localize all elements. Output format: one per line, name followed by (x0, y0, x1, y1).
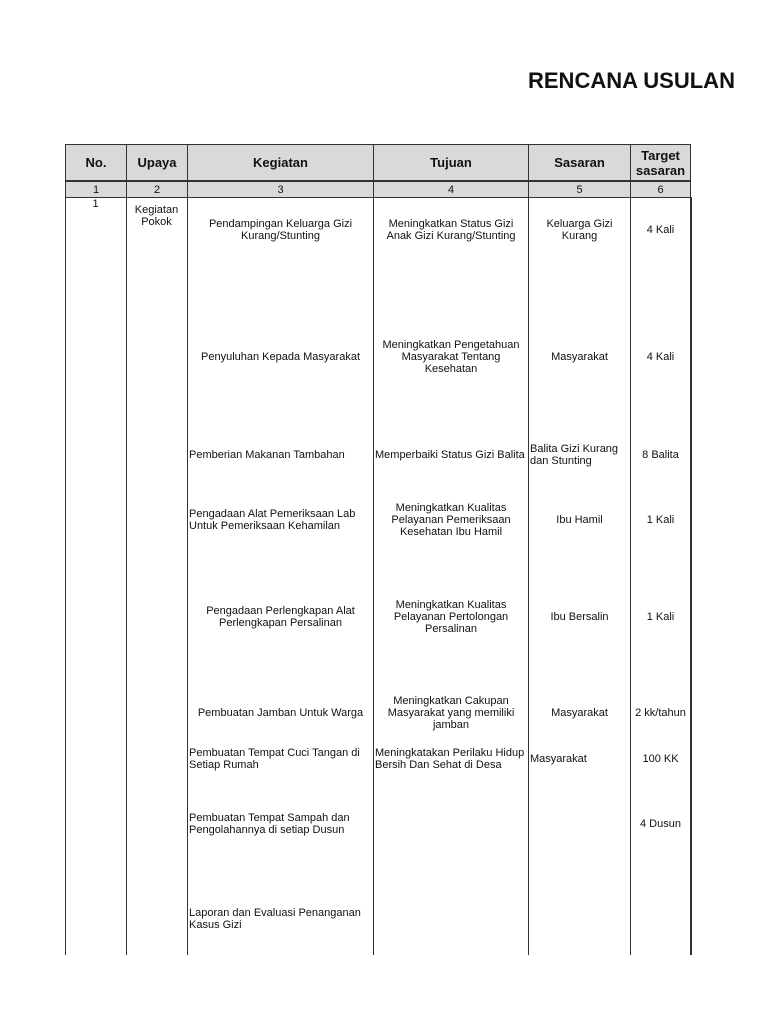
cell-kegiatan: Pendampingan Keluarga Gizi Kurang/Stunting (208, 218, 353, 242)
cell-kegiatan: Laporan dan Evaluasi Penanganan Kasus Gizi (189, 907, 361, 931)
header-tujuan: Tujuan (373, 144, 529, 181)
cell-tujuan: Memperbaiki Status Gizi Balita (375, 449, 525, 461)
cell-kegiatan: Penyuluhan Kepada Masyarakat (201, 351, 360, 363)
cell-kegiatan: Pemberian Makanan Tambahan (189, 449, 345, 461)
cell-sasaran: Ibu Hamil (556, 514, 603, 526)
cell-kegiatan: Pembuatan Tempat Sampah dan Pengolahannya di setiap Dusun (189, 812, 350, 836)
cell-tujuan (374, 800, 528, 848)
cell-sasaran: Masyarakat (551, 707, 608, 719)
cell-target: 8 Balita (642, 449, 679, 461)
header-target: Target sasaran (630, 144, 691, 181)
header-upaya: Upaya (126, 144, 188, 181)
header-sasaran: Sasaran (528, 144, 631, 181)
cell-tujuan: Meningkatkan Status Gizi Anak Gizi Kurang/Stunting (386, 218, 516, 242)
cell-sasaran (529, 895, 630, 943)
cell-kegiatan: Pembuatan Tempat Cuci Tangan di Setiap Rumah (189, 747, 360, 771)
cell-target: 2 kk/tahun (635, 707, 686, 719)
cell-target: 1 Kali (646, 611, 675, 623)
header-no: No. (65, 144, 127, 181)
col-number-tujuan: 4 (373, 181, 529, 198)
cell-target (631, 895, 690, 943)
cell-tujuan: Meningkatakan Perilaku Hidup Bersih Dan Sehat di Desa (375, 747, 525, 771)
cell-kegiatan: Pembuatan Jamban Untuk Warga (197, 707, 364, 719)
upaya-cell: Kegiatan Pokok (134, 204, 179, 228)
col-number-upaya: 2 (126, 181, 188, 198)
column-divider (126, 197, 127, 955)
cell-sasaran: Keluarga Gizi Kurang (546, 218, 613, 242)
column-divider (690, 197, 692, 955)
header-kegiatan: Kegiatan (187, 144, 374, 181)
cell-target: 4 Kali (646, 351, 675, 363)
cell-tujuan (374, 895, 528, 943)
cell-target: 1 Kali (646, 514, 675, 526)
cell-target: 100 KK (642, 753, 679, 765)
cell-target: 4 Dusun (640, 818, 681, 830)
cell-kegiatan: Pengadaan Perlengkapan Alat Perlengkapan Persalinan (206, 605, 355, 629)
col-number-target: 6 (630, 181, 691, 198)
cell-sasaran: Ibu Bersalin (550, 611, 609, 623)
col-number-kegiatan: 3 (187, 181, 374, 198)
column-divider (65, 197, 66, 955)
cell-kegiatan: Pengadaan Alat Pemeriksaan Lab Untuk Pemeriksaan Kehamilan (189, 508, 356, 532)
cell-tujuan: Meningkatkan Kualitas Pelayanan Pertolongan Persalinan (393, 599, 509, 635)
cell-sasaran (529, 800, 630, 848)
cell-target: 4 Kali (646, 224, 675, 236)
cell-sasaran: Masyarakat (551, 351, 608, 363)
row-number: 1 (92, 198, 99, 210)
col-number-no: 1 (65, 181, 127, 198)
cell-tujuan: Meningkatkan Cakupan Masyarakat yang memiliki jamban (387, 695, 515, 731)
cell-tujuan: Meningkatkan Kualitas Pelayanan Pemeriksaan Kesehatan Ibu Hamil (391, 502, 511, 538)
col-number-sasaran: 5 (528, 181, 631, 198)
document-title: RENCANA USULAN (528, 68, 735, 93)
cell-tujuan: Meningkatkan Pengetahuan Masyarakat Tentang Kesehatan (382, 339, 520, 375)
cell-sasaran: Masyarakat (530, 753, 587, 765)
cell-sasaran: Balita Gizi Kurang dan Stunting (530, 443, 619, 467)
